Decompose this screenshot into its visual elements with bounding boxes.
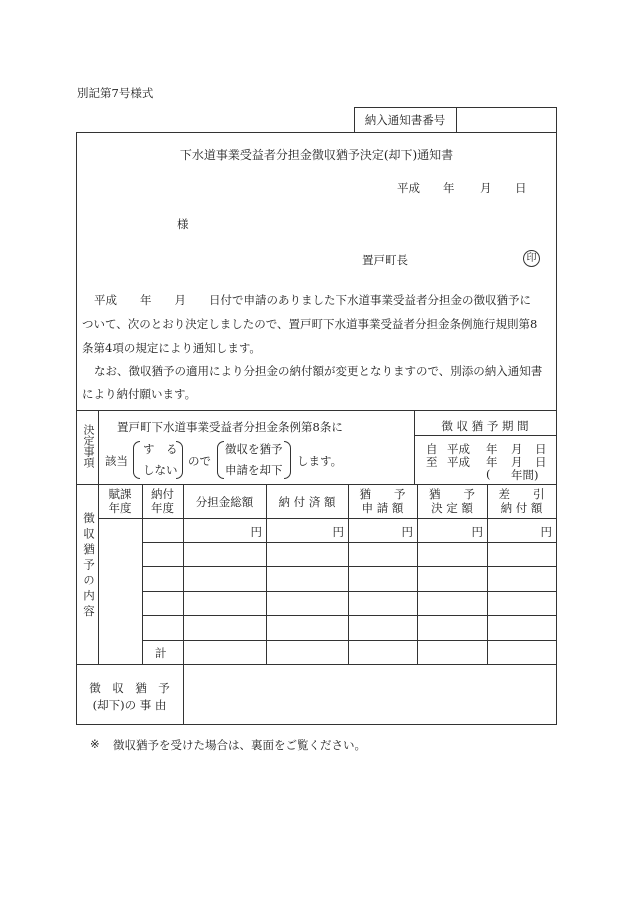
option-grant[interactable]: 徴収を猶予 xyxy=(225,442,283,456)
period-paren-open: ( xyxy=(486,467,491,481)
issuer: 置戸町長 xyxy=(362,253,408,267)
header-paid: 納 付 済 額 xyxy=(278,495,336,509)
header-net xyxy=(487,487,556,515)
brace-left-1 xyxy=(133,441,140,479)
recipient-suffix: 様 xyxy=(177,217,189,231)
footnote-mark: ※ xyxy=(90,737,100,751)
notice-number-label: 納入通知書番号 xyxy=(364,113,446,127)
header-net-line2: 納 付 額 xyxy=(500,501,543,515)
header-payment-year-line2: 年度 xyxy=(151,501,174,515)
period-from-day: 日 xyxy=(535,442,547,456)
period-from-year: 年 xyxy=(486,442,498,456)
applicable-label: 該当 xyxy=(105,454,128,468)
notice-box-right xyxy=(556,107,557,132)
row-line-3 xyxy=(142,591,557,592)
option-reject[interactable]: 申請を却下 xyxy=(225,463,283,477)
period-from-month: 月 xyxy=(511,442,523,456)
row-line-1 xyxy=(142,542,557,543)
period-to-day: 日 xyxy=(535,455,547,469)
reason-label-line2: (却下)の 事 由 xyxy=(92,698,167,712)
footnote: 徴収猶予を受けた場合は、裏面をご覧ください。 xyxy=(113,738,366,752)
period-from-label: 自 xyxy=(426,442,438,456)
seal-mark: 印 xyxy=(523,250,540,267)
header-applied xyxy=(348,487,417,515)
brace-left-2 xyxy=(217,441,224,479)
notice-box-top xyxy=(354,107,556,108)
document-title: 下水道事業受益者分担金徴収猶予決定(却下)通知書 xyxy=(179,148,454,162)
reason-label-line1: 徴 収 猶 予 xyxy=(89,681,170,695)
body-line-3: 条第4項の規定により通知します。 xyxy=(82,341,261,355)
details-row-label: 徴収猶予の内容 xyxy=(82,512,96,621)
details-top-line xyxy=(76,484,557,485)
period-from-era: 平成 xyxy=(447,442,470,456)
frame-right xyxy=(556,132,557,724)
period-to-year: 年 xyxy=(486,455,498,469)
details-bottom-line xyxy=(76,664,557,665)
period-header-line xyxy=(414,435,556,436)
decision-label-divider xyxy=(98,410,99,484)
period-header: 徴 収 猶 予 期 間 xyxy=(441,419,529,433)
unit-total: 円 xyxy=(250,525,262,539)
row-line-5 xyxy=(142,640,557,641)
col-line-2 xyxy=(183,484,184,724)
body-line-2: ついて、次のとおり決定しましたので、置戸町下水道事業受益者分担金条例施行規則第8 xyxy=(82,317,538,331)
option-do-not[interactable]: しない xyxy=(143,463,178,477)
period-to-label: 至 xyxy=(426,455,438,469)
period-to-month: 月 xyxy=(511,455,523,469)
date-era: 平成 xyxy=(397,181,420,195)
total-label: 計 xyxy=(155,646,167,660)
decision-suffix: します。 xyxy=(297,454,343,468)
header-bottom-line xyxy=(98,518,557,519)
unit-applied: 円 xyxy=(401,525,413,539)
header-applied-line2: 申 請 額 xyxy=(361,501,404,515)
connector: ので xyxy=(188,454,211,468)
decision-condition: 置戸町下水道事業受益者分担金条例第8条に xyxy=(117,420,343,434)
header-decided-line1: 猶 予 xyxy=(429,487,475,501)
header-levy-year-line2: 年度 xyxy=(108,501,132,515)
frame-left xyxy=(76,132,77,724)
date-day: 日 xyxy=(515,181,527,195)
frame-bottom xyxy=(76,724,557,725)
header-levy-year xyxy=(98,487,142,515)
col-line-3 xyxy=(266,484,267,664)
unit-paid: 円 xyxy=(332,525,344,539)
period-to-era: 平成 xyxy=(447,455,470,469)
header-payment-year-line1: 納付 xyxy=(151,487,174,501)
header-levy-year-line1: 賦課 xyxy=(108,487,132,501)
row-line-4 xyxy=(142,615,557,616)
frame-top xyxy=(76,132,557,133)
decision-row-label: 決定事項 xyxy=(82,424,95,468)
body-line-4: なお、徴収猶予の適用により分担金の納付額が変更となりますので、別添の納入通知書 xyxy=(94,364,543,378)
header-decided xyxy=(417,487,487,515)
date-year: 年 xyxy=(443,181,455,195)
notice-box-divider xyxy=(456,107,457,132)
period-paren-close: 年間) xyxy=(511,468,539,482)
unit-decided: 円 xyxy=(471,525,483,539)
header-net-line1: 差 引 xyxy=(498,487,545,501)
brace-right-1 xyxy=(176,441,183,479)
row-line-2 xyxy=(142,566,557,567)
body-line-5: により納付願います。 xyxy=(82,387,197,401)
unit-net: 円 xyxy=(540,525,552,539)
header-decided-line2: 決 定 額 xyxy=(431,501,473,515)
body-line-1: 平成 年 月 日付で申請のありました下水道事業受益者分担金の徴収猶予に xyxy=(94,293,531,307)
header-payment-year xyxy=(142,487,183,515)
form-label: 別記第7号様式 xyxy=(77,86,154,100)
date-month: 月 xyxy=(480,181,492,195)
option-do[interactable]: す る xyxy=(143,442,178,456)
brace-right-2 xyxy=(284,441,291,479)
header-total: 分担金総額 xyxy=(195,495,254,509)
header-applied-line1: 猶 予 xyxy=(359,487,406,501)
decision-top-line xyxy=(76,410,557,411)
